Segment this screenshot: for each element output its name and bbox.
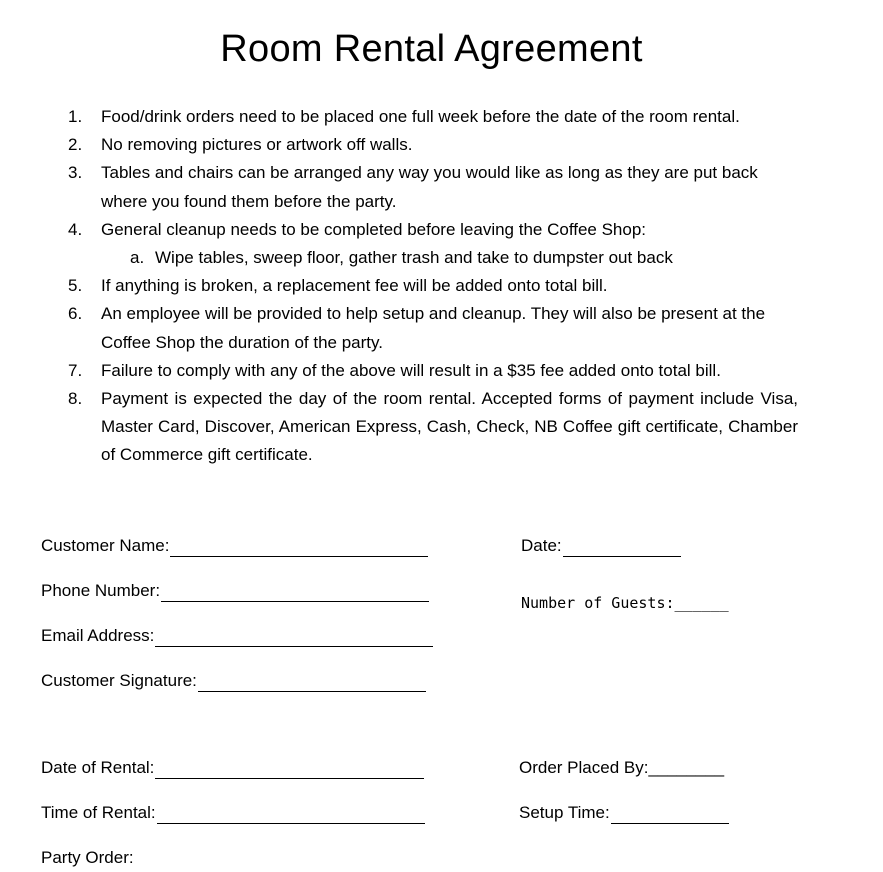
setup-time-blank[interactable] xyxy=(611,806,729,824)
time-of-rental-field[interactable] xyxy=(41,802,425,824)
email-address-field[interactable] xyxy=(41,625,433,647)
rule-text: Tables and chairs can be arranged any way you would like as long as they are put back where you found them before the party. xyxy=(101,163,758,211)
rule-number: 5. xyxy=(68,276,83,296)
rule-text: General cleanup needs to be completed before leaving the Coffee Shop: xyxy=(101,219,647,239)
setup-time-field[interactable] xyxy=(519,802,729,824)
time-of-rental-label: Time of Rental: xyxy=(41,803,156,822)
customer-signature-field[interactable] xyxy=(41,670,426,692)
rule-number: 6. xyxy=(68,304,83,324)
rules-list xyxy=(68,103,798,470)
customer-name-field[interactable] xyxy=(41,535,428,557)
rule-text: No removing pictures or artwork off walls. xyxy=(101,135,413,155)
rule-text: Payment is expected the day of the room rental. Accepted forms of payment include Visa, Master Card, Discover, American Express, Cash, Check, NB Coffee gift certificate, Chamber of Commerce gift certificate. xyxy=(101,389,798,465)
date-of-rental-blank[interactable] xyxy=(155,761,424,779)
customer-name-label: Customer Name: xyxy=(41,536,170,555)
date-field[interactable] xyxy=(521,535,681,557)
page-title: Room Rental Agreement xyxy=(220,28,643,70)
rule-number: 4. xyxy=(68,219,83,239)
rule-item xyxy=(68,216,798,244)
rule-item xyxy=(68,300,798,356)
party-order-field[interactable] xyxy=(41,847,134,869)
rule-item xyxy=(68,357,798,385)
rule-text: Wipe tables, sweep floor, gather trash and take to dumpster out back xyxy=(155,248,673,268)
customer-signature-blank[interactable] xyxy=(198,674,426,692)
email-address-label: Email Address: xyxy=(41,626,155,645)
rule-number: 8. xyxy=(68,389,83,409)
rule-text: Food/drink orders need to be placed one full week before the date of the room rental. xyxy=(101,107,740,126)
rule-text: If anything is broken, a replacement fee will be added onto total bill. xyxy=(101,276,608,296)
number-of-guests-label: Number of Guests:______ xyxy=(521,594,729,612)
rule-text: Failure to comply with any of the above will result in a $35 fee added onto total bill. xyxy=(101,360,721,380)
date-of-rental-label: Date of Rental: xyxy=(41,758,155,777)
rule-number: 1. xyxy=(68,107,83,126)
phone-number-blank[interactable] xyxy=(161,584,429,602)
rule-number: 2. xyxy=(68,135,83,155)
date-blank[interactable] xyxy=(563,539,681,557)
rule-subitem xyxy=(68,244,798,272)
number-of-guests-field[interactable] xyxy=(521,592,729,614)
rule-item xyxy=(68,159,798,215)
rule-number: 3. xyxy=(68,163,83,183)
email-address-blank[interactable] xyxy=(155,629,433,647)
phone-number-field[interactable] xyxy=(41,580,429,602)
party-order-label: Party Order: xyxy=(41,848,134,867)
order-placed-by-label: Order Placed By:________ xyxy=(519,758,725,777)
order-placed-by-field[interactable] xyxy=(519,757,724,779)
customer-signature-label: Customer Signature: xyxy=(41,671,197,690)
phone-number-label: Phone Number: xyxy=(41,581,161,600)
rule-item xyxy=(68,103,798,131)
date-of-rental-field[interactable] xyxy=(41,757,424,779)
rule-item xyxy=(68,385,798,470)
date-label: Date: xyxy=(521,536,562,555)
rule-item xyxy=(68,272,798,300)
rule-number: a. xyxy=(130,248,145,268)
rule-item xyxy=(68,131,798,159)
time-of-rental-blank[interactable] xyxy=(157,806,425,824)
rule-number: 7. xyxy=(68,360,83,380)
rule-text: An employee will be provided to help setup and cleanup. They will also be present at the Coffee Shop the duration of the party. xyxy=(101,304,766,352)
setup-time-label: Setup Time: xyxy=(519,803,610,822)
customer-name-blank[interactable] xyxy=(170,539,428,557)
